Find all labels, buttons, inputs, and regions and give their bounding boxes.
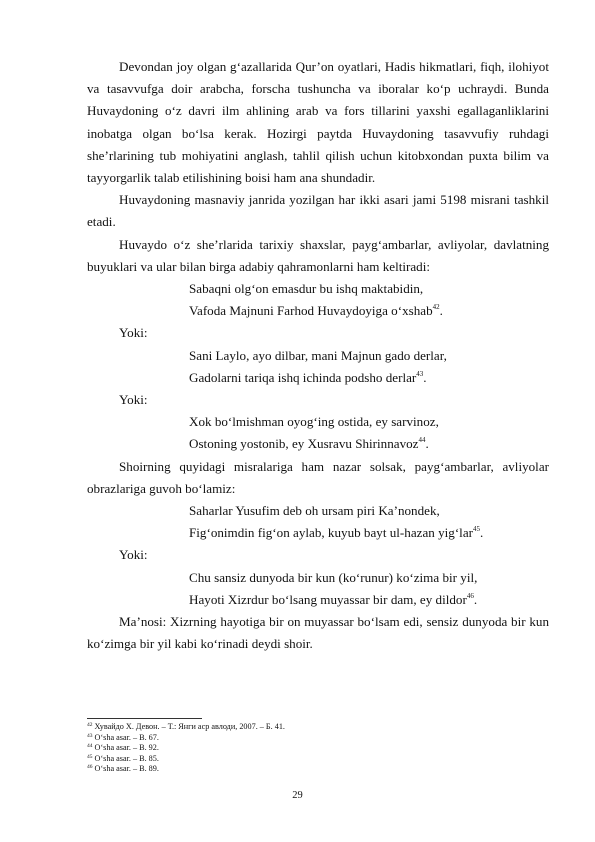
verse-3-end: . [425,436,429,452]
footnote-42 [87,722,549,733]
footnote-text: Oʻsha asar. – B. 92. [94,743,159,753]
footnote-number: 45 [87,753,93,760]
yoki-label-1: Yoki: [119,325,148,341]
verse-2-line-2-text: Gadolarni tariqa ishq ichinda podsho derlar [189,369,417,385]
verse-2-end: . [423,369,427,385]
verse-3-line-2 [87,433,549,455]
footnote-number: 44 [87,743,93,750]
paragraph-5: Ma’nosi: Xizrning hayotiga bir on muyassar boʻlsam edi, sensiz dunyoda bir kun koʻzimga bir yil kabi koʻrinadi deydi shoir. [87,614,549,652]
paragraph-1: Devondan joy olgan gʻazallarida Qur’on oyatlari, Hadis hikmatlari, fiqh, ilohiyot va tasavvufga doir arabcha, forscha tushuncha va iboralar koʻp uchraydi. Bunda Huvaydoning oʻz davri ilm ahlining arab va fors tillarini yaxshi egallaganliklarini inobatga olgan boʻlsa kerak. Hozirgi paytda Huvaydoning tasavvufiy ruhdagi she’rlarining tub mohiyatini anglash, tahlil qilish uchun kitobxondan puxta bilim va tayyorgarlik talab etilishining boisi ham ana shundadir. [87,59,549,186]
paragraph-2: Huvaydoning masnaviy janrida yozilgan har ikki asari jami 5198 misrani tashkil etadi. [87,192,549,230]
footnote-number: 46 [87,764,93,771]
verse-5-line-1: Chu sansiz dunyoda bir kun (koʻrunur) koʻzima bir yil, [189,569,478,585]
footnotes [87,718,549,775]
footnote-ref-44[interactable]: 44 [418,436,426,445]
verse-4-line-1: Saharlar Yusufim deb oh ursam piri Ka’nondek, [189,503,440,519]
footnote-number: 43 [87,732,93,739]
footnote-43 [87,733,549,744]
page-number: 29 [292,790,303,801]
footnote-text: Oʻsha asar. – B. 89. [94,764,159,774]
paragraph-3: Huvaydo oʻz she’rlarida tarixiy shaxslar, paygʻambarlar, avliyolar, davlatning buyuklari va ular bilan birga adabiy qahramonlarni ham keltiradi: [87,236,549,274]
footnote-ref-43[interactable]: 43 [416,369,424,378]
verse-3-line-1: Xok boʻlmishman oyogʻing ostida, ey sarvinoz, [189,414,439,430]
footnote-ref-45[interactable]: 45 [473,525,480,534]
footnote-divider [87,718,202,719]
verse-2-line-1: Sani Laylo, ayo dilbar, mani Majnun gado derlar, [189,347,447,363]
footnote-46 [87,764,549,775]
footnote-ref-42[interactable]: 42 [432,303,440,312]
footnote-45 [87,754,549,765]
verse-4-line-2-text: Figʻonimdin figʻon aylab, kuyub bayt ul-hazan yigʻlar [189,525,473,541]
verse-1-line-2-text: Vafoda Majnuni Farhod Huvaydoyiga oʻxshab [189,303,433,319]
verse-5-line-2-text: Hayoti Xizrdur boʻlsang muyassar bir dam, ey dildor [189,591,467,607]
footnote-text: Хувайдо Х. Девон. – Т.: Янги аср авлоди, 2007. – Б. 41. [94,722,285,731]
verse-1-line-1: Sabaqni olgʻon emasdur bu ishq maktabidin, [189,281,424,297]
verse-2-line-2 [87,367,549,389]
verse-5-line-2 [87,589,549,611]
footnote-text: Oʻsha asar. – B. 85. [94,753,159,763]
footnote-number: 42 [87,722,93,728]
footnote-text: Oʻsha asar. – B. 67. [94,732,159,742]
yoki-label-2: Yoki: [119,392,148,408]
verse-5-end: . [473,591,478,607]
verse-3-line-2-text: Ostoning yostonib, ey Xusravu Shirinnavoz [189,436,419,452]
verse-4-end: . [480,525,484,541]
footnote-ref-46[interactable]: 46 [466,591,474,600]
verse-1-end: . [439,303,443,319]
body-text [87,56,549,655]
verse-4-line-2 [87,522,549,544]
footnote-44 [87,743,549,754]
verse-1-line-2 [87,300,549,322]
paragraph-4: Shoirning quyidagi misralariga ham nazar solsak, paygʻambarlar, avliyolar obrazlariga guvoh boʻlamiz: [87,458,549,496]
yoki-label-3: Yoki: [119,547,148,563]
